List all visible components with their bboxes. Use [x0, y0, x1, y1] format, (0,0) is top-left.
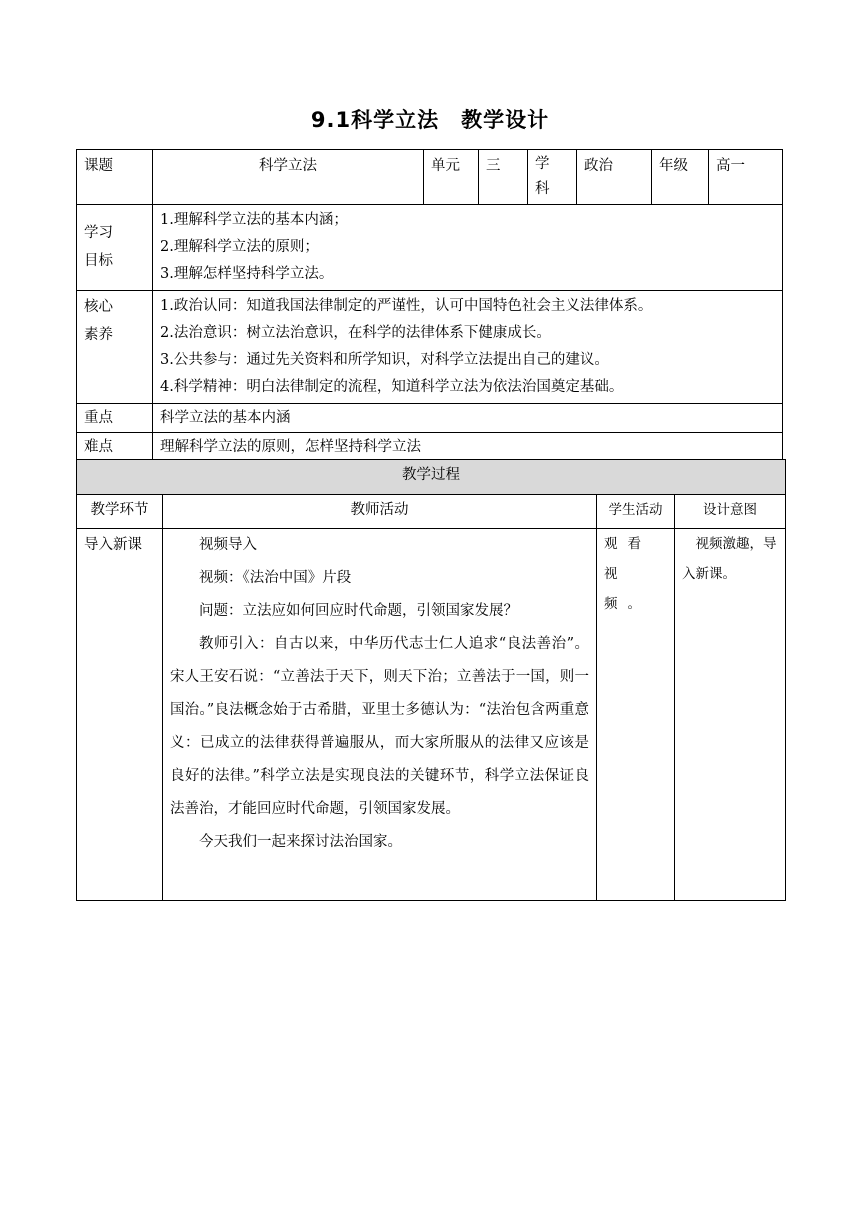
difficulty-row — [77, 433, 783, 462]
teacher-paragraph: 问题：立法应如何回应时代命题，引领国家发展？ — [199, 603, 518, 619]
objectives-label: 学习 目标 — [77, 205, 153, 291]
topic-value: 科学立法 — [153, 150, 424, 205]
design-intent-cell: 视频激趣，导入新课。 — [675, 529, 786, 901]
col-teacher-header: 教师活动 — [163, 495, 597, 529]
subject-value: 政治 — [577, 150, 652, 205]
objective-item: 2.理解科学立法的原则； — [160, 239, 319, 255]
key-point-label: 重点 — [77, 404, 153, 433]
intro-stage-row — [77, 529, 786, 901]
key-point-row — [77, 404, 783, 433]
key-point-value: 科学立法的基本内涵 — [153, 404, 783, 433]
objective-item: 3.理解怎样坚持科学立法。 — [160, 266, 334, 282]
difficulty-label: 难点 — [77, 433, 153, 462]
grade-label: 年级 — [652, 150, 709, 205]
teacher-paragraph: 视频导入 — [199, 537, 257, 553]
literacy-row — [77, 291, 783, 404]
literacy-item: 1.政治认同：知道我国法律制定的严谨性，认可中国特色社会主义法律体系。 — [160, 298, 653, 314]
subject-label: 学 科 — [528, 150, 577, 205]
page-title: 9.1科学立法 教学设计 — [310, 108, 550, 132]
teaching-process-table — [76, 459, 786, 901]
literacy-item: 4.科学精神：明白法律制定的流程，知道科学立法为依法治国奠定基础。 — [160, 379, 624, 395]
literacy-item: 2.法治意识：树立法治意识，在科学的法律体系下健康成长。 — [160, 325, 551, 341]
col-student-header: 学生活动 — [597, 495, 675, 529]
unit-label: 单元 — [424, 150, 479, 205]
student-activity-cell: 观看视频。 — [597, 529, 675, 901]
grade-value: 高一 — [709, 150, 783, 205]
topic-label: 课题 — [77, 150, 153, 205]
teacher-paragraph: 教师引入：自古以来，中华历代志士仁人追求“良法善治”。宋人王安石说：“立善法于天下，则天下治；立善法于一国，则一国治。”良法概念始于古希腊，亚里士多德认为：“法治包含两重意义：已成立的法律获得普遍服从，而大家所服从的法律又应该是良好的法律。”科学立法是实现良法的关键环节，科学立法保证良法善治，才能回应时代命题，引领国家发展。 — [170, 636, 589, 817]
unit-value: 三 — [479, 150, 528, 205]
col-stage-header: 教学环节 — [77, 495, 163, 529]
literacy-label: 核心 素养 — [77, 291, 153, 404]
lesson-info-table — [76, 149, 783, 462]
teacher-paragraph: 今天我们一起来探讨法治国家。 — [199, 834, 402, 850]
objective-item: 1.理解科学立法的基本内涵； — [160, 212, 348, 228]
literacy-item: 3.公共参与：通过先关资料和所学知识，对科学立法提出自己的建议。 — [160, 352, 609, 368]
teacher-paragraph: 视频：《法治中国》片段 — [199, 570, 352, 586]
objectives-row — [77, 205, 783, 291]
process-column-headers — [77, 495, 786, 529]
difficulty-value: 理解科学立法的原则，怎样坚持科学立法 — [153, 433, 783, 462]
process-header: 教学过程 — [77, 460, 786, 495]
stage-cell: 导入新课 — [77, 529, 163, 901]
topic-row — [77, 150, 783, 205]
col-intent-header: 设计意图 — [675, 495, 786, 529]
